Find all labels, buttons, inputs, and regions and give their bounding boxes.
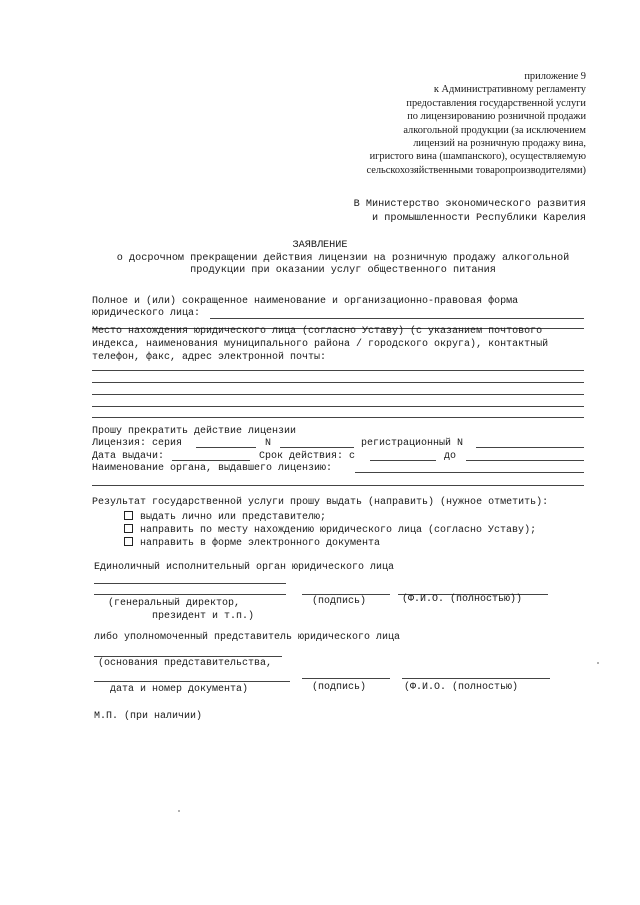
- representative-label: либо уполномоченный представитель юридического лица: [94, 632, 401, 643]
- address-input-line[interactable]: [92, 370, 584, 371]
- president-caption: президент и т.п.): [152, 611, 255, 622]
- term-to-input-line[interactable]: [466, 460, 584, 461]
- document-subtitle: о досрочном прекращении действия лицензии на розничную продажу алкогольной продукции при оказании услуг общественного питания: [116, 253, 570, 276]
- issue-date-label: Дата выдачи:: [92, 451, 165, 462]
- name-label: Полное и (или) сокращенное наименование и организационно-правовая форма: [92, 296, 519, 307]
- checkbox[interactable]: [124, 537, 133, 546]
- document-title: ЗАЯВЛЕНИЕ: [292, 240, 348, 251]
- appendix-line: лицензий на розничную продажу вина,: [413, 138, 586, 150]
- appendix-line: к Административному регламенту: [433, 84, 586, 96]
- checkbox[interactable]: [124, 524, 133, 533]
- signature-input-line-2[interactable]: [302, 678, 390, 679]
- fio-caption: (Ф.И.О. (полностью)): [402, 594, 523, 605]
- stamp-label: М.П. (при наличии): [94, 711, 203, 722]
- appendix-line: игристого вина (шампанского), осуществляемую: [369, 151, 586, 163]
- address-label-2: индекса, наименования муниципального района / городского округа), контактный: [92, 339, 549, 350]
- basis-input-line[interactable]: [94, 656, 282, 657]
- number-input-line[interactable]: [280, 447, 354, 448]
- address-input-line[interactable]: [92, 382, 584, 383]
- result-option-label: выдать лично или представителю;: [140, 512, 327, 523]
- fio-input-line-2[interactable]: [402, 678, 550, 679]
- term-to-label: до: [444, 451, 457, 462]
- signature-caption-2: (подпись): [312, 682, 367, 693]
- address-input-line[interactable]: [92, 394, 584, 395]
- appendix-line: по лицензированию розничной продажи: [407, 111, 586, 123]
- appendix-line: предоставления государственной услуги: [406, 97, 586, 109]
- scan-speck: [597, 662, 599, 664]
- signature-caption: (подпись): [312, 596, 367, 607]
- result-option[interactable]: [124, 511, 326, 524]
- general-director-caption: (генеральный директор,: [108, 598, 241, 609]
- term-from-input-line[interactable]: [370, 460, 436, 461]
- executive-label: Единоличный исполнительный орган юридического лица: [94, 562, 395, 573]
- basis-caption: (основания представительства,: [98, 658, 273, 669]
- fio-caption-2: (Ф.И.О. (полностью): [404, 682, 519, 693]
- appendix-line: сельскохозяйственными товаропроизводителями): [366, 164, 586, 176]
- license-request: Прошу прекратить действие лицензии: [92, 426, 297, 437]
- position-input-line[interactable]: [94, 583, 286, 584]
- issuer-input-line[interactable]: [355, 472, 584, 473]
- result-option[interactable]: [124, 524, 536, 537]
- name-label-2: юридического лица:: [92, 308, 201, 319]
- address-input-line[interactable]: [92, 417, 584, 418]
- position-input-line-2[interactable]: [94, 594, 286, 595]
- series-label: Лицензия: серия: [92, 438, 183, 449]
- scan-speck: [178, 810, 180, 812]
- appendix-line: алкогольной продукции (за исключением: [403, 124, 586, 136]
- addressee: [354, 198, 586, 226]
- issuer-input-line-2[interactable]: [92, 485, 584, 486]
- doc-date-caption: дата и номер документа): [110, 684, 249, 695]
- appendix-header: [346, 70, 586, 177]
- checkbox[interactable]: [124, 511, 133, 520]
- reg-number-label: регистрационный N: [361, 438, 464, 449]
- issue-date-input-line[interactable]: [172, 460, 250, 461]
- appendix-line: приложение 9: [524, 71, 586, 82]
- result-label: Результат государственной услуги прошу выдать (направить) (нужное отметить):: [92, 497, 549, 508]
- address-label-3: телефон, факс, адрес электронной почты:: [92, 352, 327, 363]
- issuer-label: Наименование органа, выдавшего лицензию:: [92, 463, 333, 474]
- addressee-line: В Министерство экономического развития: [353, 199, 586, 210]
- signature-input-line[interactable]: [302, 594, 390, 595]
- address-input-line[interactable]: [92, 406, 584, 407]
- term-label: Срок действия: с: [259, 451, 356, 462]
- address-label: Место нахождения юридического лица (согласно Уставу) (с указанием почтового: [92, 326, 543, 337]
- number-sign: N: [265, 438, 272, 449]
- name-input-line[interactable]: [210, 318, 584, 319]
- result-option-label: направить в форме электронного документа: [140, 538, 381, 549]
- reg-number-input-line[interactable]: [476, 447, 584, 448]
- result-option[interactable]: [124, 537, 380, 550]
- basis-input-line-2[interactable]: [94, 681, 290, 682]
- result-option-label: направить по месту нахождению юридического лица (согласно Уставу);: [140, 525, 537, 536]
- addressee-line: и промышленности Республики Карелия: [372, 213, 586, 224]
- series-input-line[interactable]: [196, 447, 256, 448]
